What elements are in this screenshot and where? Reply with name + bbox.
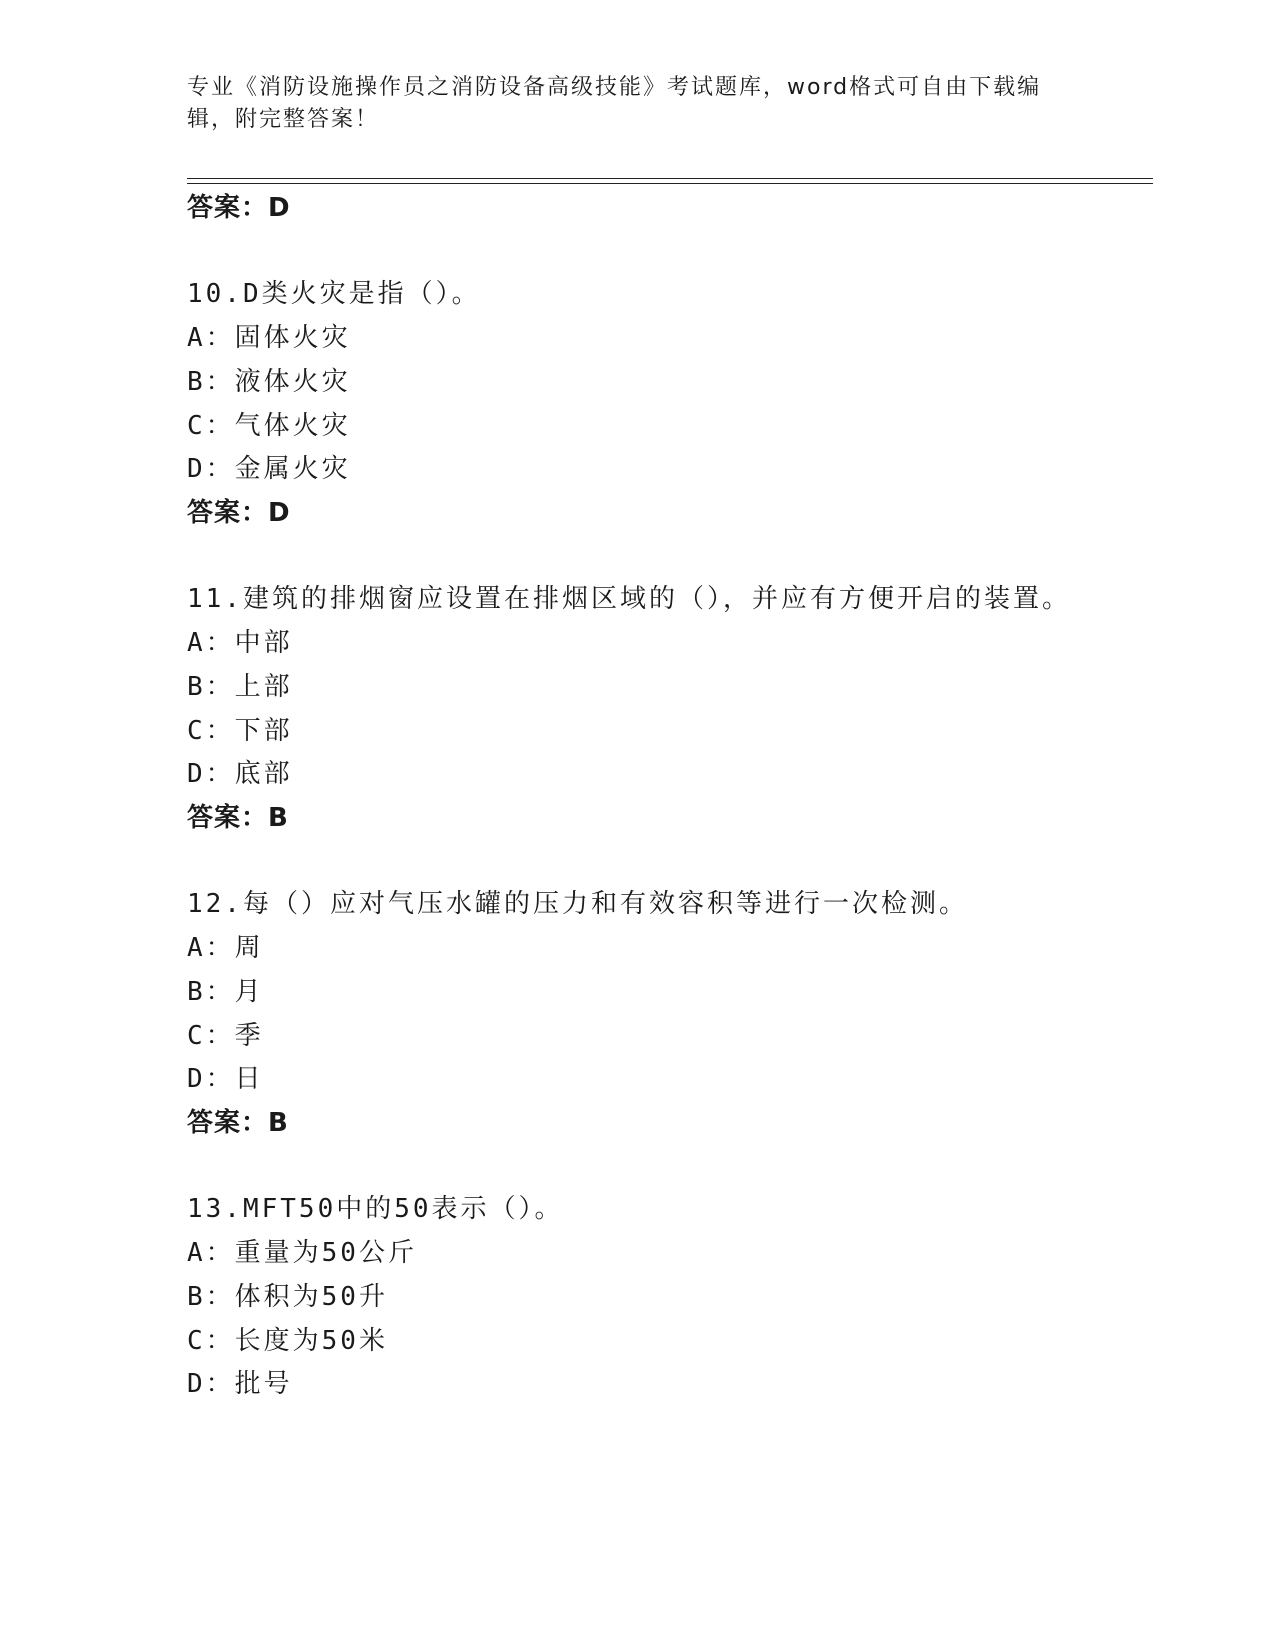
question-13-option-b: B：体积为50升: [187, 1282, 388, 1312]
question-12-option-b: B：月: [187, 977, 264, 1007]
question-11-option-a: A：中部: [187, 628, 293, 658]
header-line-1: 专业《消防设施操作员之消防设备高级技能》考试题库，word格式可自由下载编: [187, 75, 1042, 100]
header-divider-bottom: [187, 183, 1153, 184]
previous-answer: 答案：D: [187, 193, 291, 223]
question-10-stem: 10.D类火灾是指（）。: [187, 279, 481, 309]
question-11-stem: 11.建筑的排烟窗应设置在排烟区域的（），并应有方便开启的装置。: [187, 584, 1071, 614]
question-11-answer: 答案：B: [187, 803, 289, 833]
header-divider-top: [187, 178, 1153, 179]
question-10-option-c: C：气体火灾: [187, 411, 351, 441]
question-12-option-c: C：季: [187, 1021, 264, 1051]
question-13-option-d: D：批号: [187, 1369, 293, 1399]
question-10-option-a: A：固体火灾: [187, 323, 351, 353]
question-12-option-a: A：周: [187, 933, 264, 963]
question-10-answer: 答案：D: [187, 498, 291, 528]
question-11-option-c: C：下部: [187, 716, 293, 746]
question-12-answer: 答案：B: [187, 1108, 289, 1138]
question-11-option-b: B：上部: [187, 672, 293, 702]
header-line-2: 辑，附完整答案！: [187, 107, 380, 132]
question-10-option-d: D：金属火灾: [187, 454, 351, 484]
question-11-option-d: D：底部: [187, 759, 293, 789]
question-12-stem: 12.每（）应对气压水罐的压力和有效容积等进行一次检测。: [187, 889, 968, 919]
question-13-stem: 13.MFT50中的50表示（）。: [187, 1194, 564, 1224]
document-header: [187, 72, 1087, 136]
question-12-option-d: D：日: [187, 1064, 264, 1094]
question-10-option-b: B：液体火灾: [187, 367, 351, 397]
question-13-option-c: C：长度为50米: [187, 1326, 388, 1356]
question-13-option-a: A：重量为50公斤: [187, 1238, 417, 1268]
